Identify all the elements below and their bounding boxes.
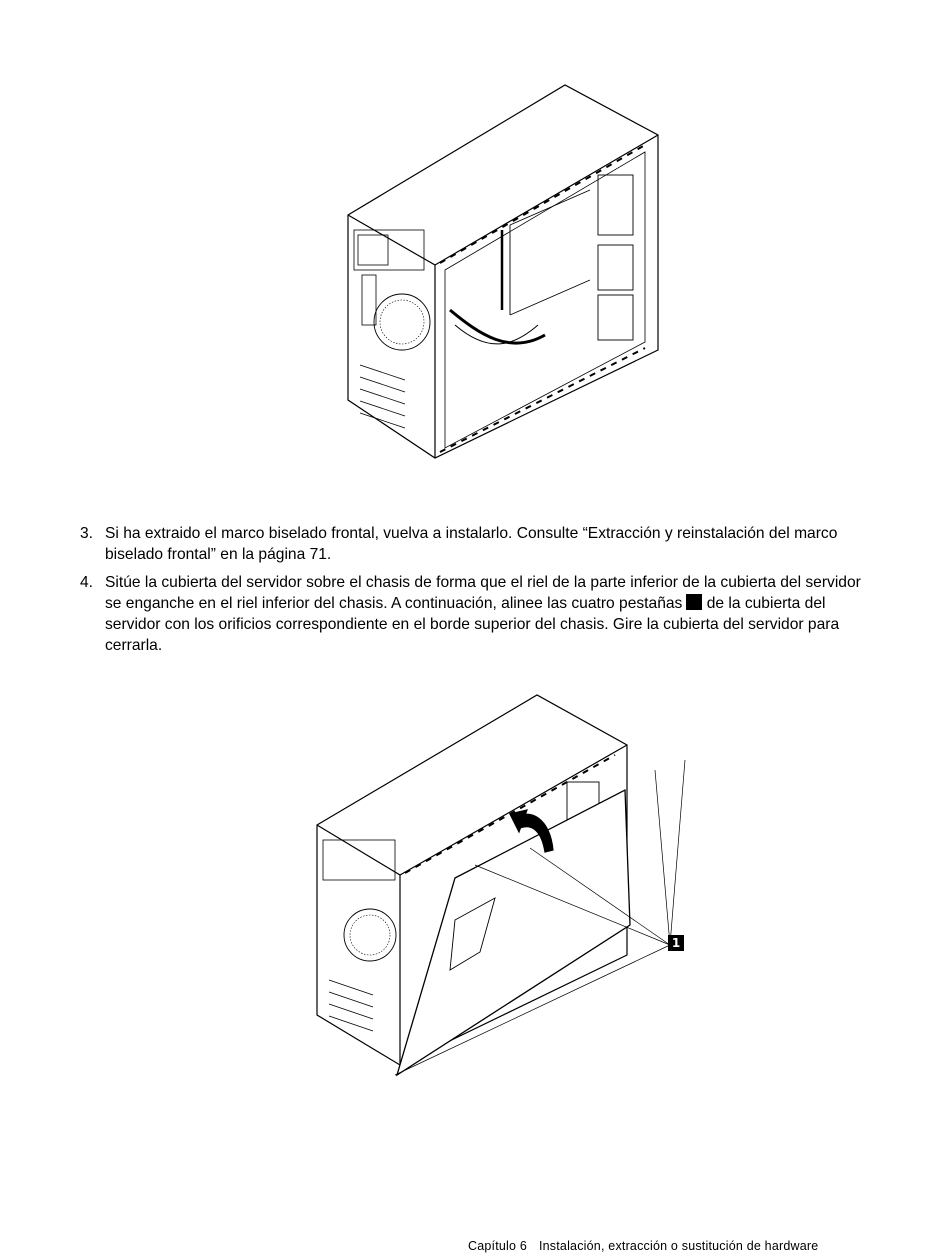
figure-cover-install: [305, 690, 695, 1080]
step-4-text-after: de la cubierta del servidor con los orificios correspondiente en el borde superior del chasis. Gire la cubierta del servidor para cerrarla.: [105, 595, 840, 654]
footer-chapter: Capítulo 6: [468, 1239, 527, 1253]
callout-1-label: 1: [668, 935, 684, 951]
footer-title: Instalación, extracción o sustitución de hardware: [538, 1239, 819, 1253]
page-footer: [468, 1239, 818, 1253]
callout-1-marker: [686, 594, 702, 610]
step-3: [80, 523, 875, 565]
instruction-steps: [80, 523, 875, 663]
step-3-text: Si ha extraido el marco biselado frontal, vuelva a instalarlo. Consulte “Extracción y reinstalación del marco biselado frontal” en la página 71.: [105, 525, 838, 563]
figure-chassis-open: [340, 80, 660, 465]
step-4: [80, 572, 875, 656]
step-4-text-before: Sitúe la cubierta del servidor sobre el chasis de forma que el riel de la parte inferior de la cubierta del servidor se enganche en el riel inferior del chasis. A continuación, alinee las cuatro pestañas: [105, 574, 861, 612]
step-3-number: 3.: [80, 525, 94, 542]
step-4-number: 4.: [80, 574, 94, 591]
